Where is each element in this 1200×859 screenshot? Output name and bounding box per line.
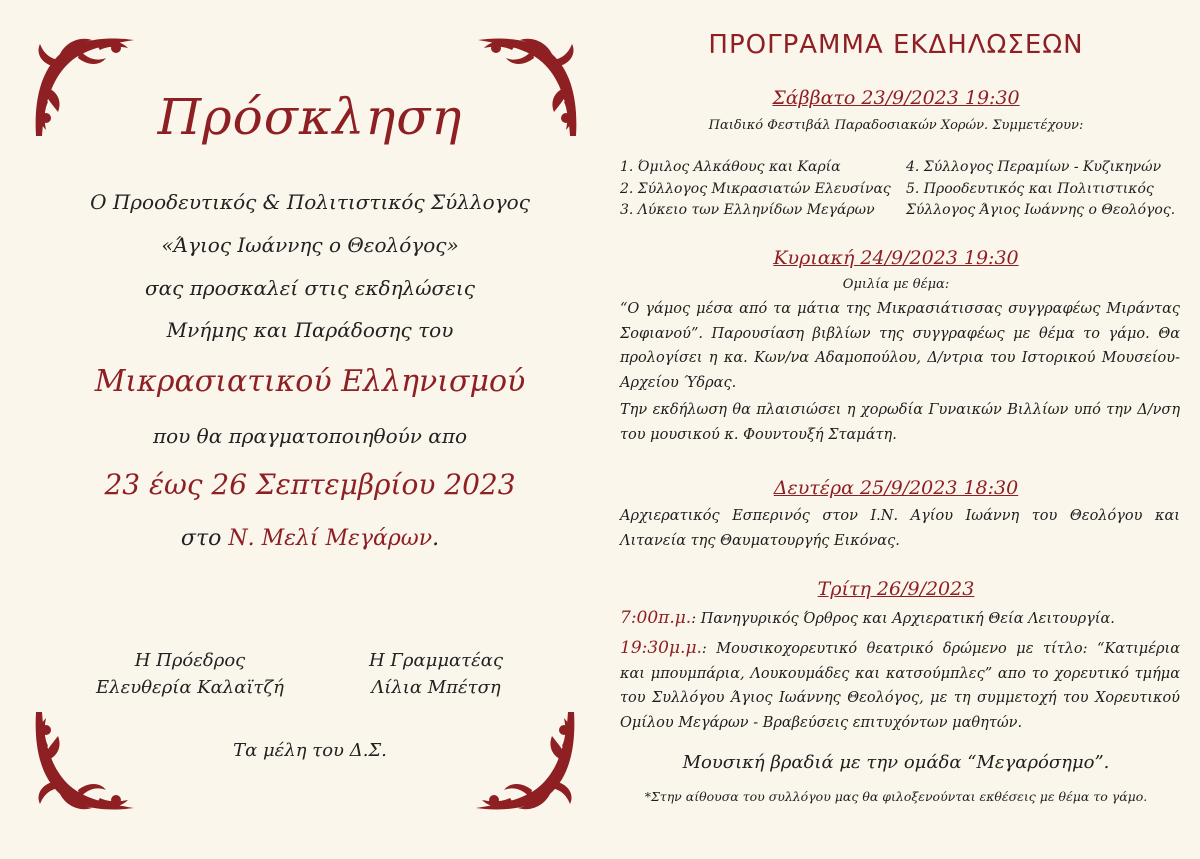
- sunday-text: “Ο γάμος μέσα από τα μάτια της Μικρασιάτισσας συγγραφέως Μιράντας Σοφιανού”. Παρουσίαση βιβλίων της συγγραφέως με θέμα το γάμο. Θα προλογίσει η κα. Κων/να Αδαμοπούλου, Δ/ντρια του Ιστορικού Μουσείου- Αρχείου Ύδρας.: [620, 301, 1180, 391]
- invitation-dates: 23 έως 26 Σεπτεμβρίου 2023: [104, 468, 516, 501]
- president-signature: [90, 650, 290, 698]
- tuesday-morning: [620, 606, 1180, 632]
- list-item: 4. Σύλλογος Περαμίων - Κυζικηνών: [906, 159, 1162, 175]
- invitation-highlight: Μικρασιατικού Ελληνισμού: [94, 364, 526, 399]
- invitation-place: Ν. Μελί Μεγάρων: [228, 526, 433, 551]
- list-item: Σύλλογος Άγιος Ιωάννης ο Θεολόγος.: [906, 202, 1176, 218]
- place-prefix: στο: [180, 526, 222, 551]
- list-item: 2. Σύλλογος Μικρασιατών Ελευσίνας: [620, 180, 891, 197]
- president-name: Ελευθερία Καλαϊτζή: [96, 677, 284, 698]
- invitation-line-2: «Άγιος Ιωάννης ο Θεολόγος»: [161, 233, 459, 257]
- exhibition-note: *Στην αίθουσα του συλλόγου μας θα φιλοξενούνται εκθέσεις με θέμα το γάμο.: [644, 789, 1148, 804]
- board-members: Τα μέλη του Δ.Σ.: [233, 740, 387, 761]
- list-item: 5. Προοδευτικός και Πολιτιστικός: [906, 180, 1154, 197]
- list-item: 1. Όμιλος Αλκάθους και Καρία: [620, 159, 841, 175]
- monday-heading: Δευτέρα 25/9/2023 18:30: [773, 477, 1019, 499]
- invitation-line-after: που θα πραγματοποιηθούν απο: [152, 424, 468, 448]
- tuesday-heading: Τρίτη 26/9/2023: [817, 578, 975, 600]
- sunday-text-2: Την εκδήλωση θα πλαισιώσει η χορωδία Γυναικών Βιλλίων υπό την Δ/νση του μουσικού κ. Φουντουξή Σταμάτη.: [620, 402, 1180, 443]
- invitation-line-1: Ο Προοδευτικός & Πολιτιστικός Σύλλογος: [90, 190, 530, 214]
- president-role: Η Πρόεδρος: [134, 650, 246, 671]
- tuesday-text-2: : Μουσικοχορευτικό θεατρικό δρώμενο με τίτλο: “Κατιμέρια και μπουμπάρια, Λουκουμάδες και κατσούμπλες” απο το χορευτικό τμήμα του Συλλόγου Άγιος Ιωάννης Θεολόγος, με τη συμμετοχή του Χορευτικού Ομίλου Μεγάρων - Βραβεύσεις επιτυχόντων μαθητών.: [620, 641, 1180, 731]
- invitation-line-4: Μνήμης και Παράδοσης του: [166, 318, 454, 342]
- saturday-intro: Παιδικό Φεστιβάλ Παραδοσιακών Χορών. Συμμετέχουν:: [708, 118, 1084, 133]
- secretary-signature: [336, 650, 536, 698]
- saturday-list-col2: [906, 157, 1186, 222]
- list-item: 3. Λύκειο των Ελληνίδων Μεγάρων: [620, 202, 875, 218]
- tuesday-time-1: 7:00π.μ.: [620, 608, 692, 628]
- secretary-role: Η Γραμματέας: [368, 650, 504, 671]
- sunday-intro: Ομιλία με θέμα:: [842, 277, 950, 292]
- tuesday-evening: [620, 636, 1180, 735]
- saturday-list-col1: [620, 157, 910, 222]
- invitation-title: Πρόσκληση: [157, 88, 463, 146]
- saturday-heading: Σάββατο 23/9/2023 19:30: [772, 87, 1020, 109]
- program-panel: [606, 0, 1186, 859]
- program-title: ΠΡΟΓΡΑΜΜΑ ΕΚΔΗΛΩΣΕΩΝ: [708, 30, 1084, 60]
- tuesday-time-2: 19:30μ.μ.: [620, 638, 702, 658]
- secretary-name: Λίλια Μπέτση: [371, 677, 501, 698]
- sunday-heading: Κυριακή 24/9/2023 19:30: [773, 247, 1019, 269]
- music-evening: Μουσική βραδιά με την ομάδα “Μεγαρόσημο”.: [682, 752, 1110, 773]
- invitation-place-line: [0, 526, 620, 551]
- tuesday-text-1: : Πανηγυρικός Όρθρος και Αρχιερατική Θεία Λειτουργία.: [691, 611, 1115, 627]
- monday-text: Αρχιερατικός Εσπερινός στον Ι.Ν. Αγίου Ιωάννη του Θεολόγου και Λιτανεία της Θαυματουργής Εικόνας.: [620, 508, 1180, 549]
- place-suffix: .: [432, 526, 440, 551]
- invitation-line-3: σας προσκαλεί στις εκδηλώσεις: [145, 276, 475, 300]
